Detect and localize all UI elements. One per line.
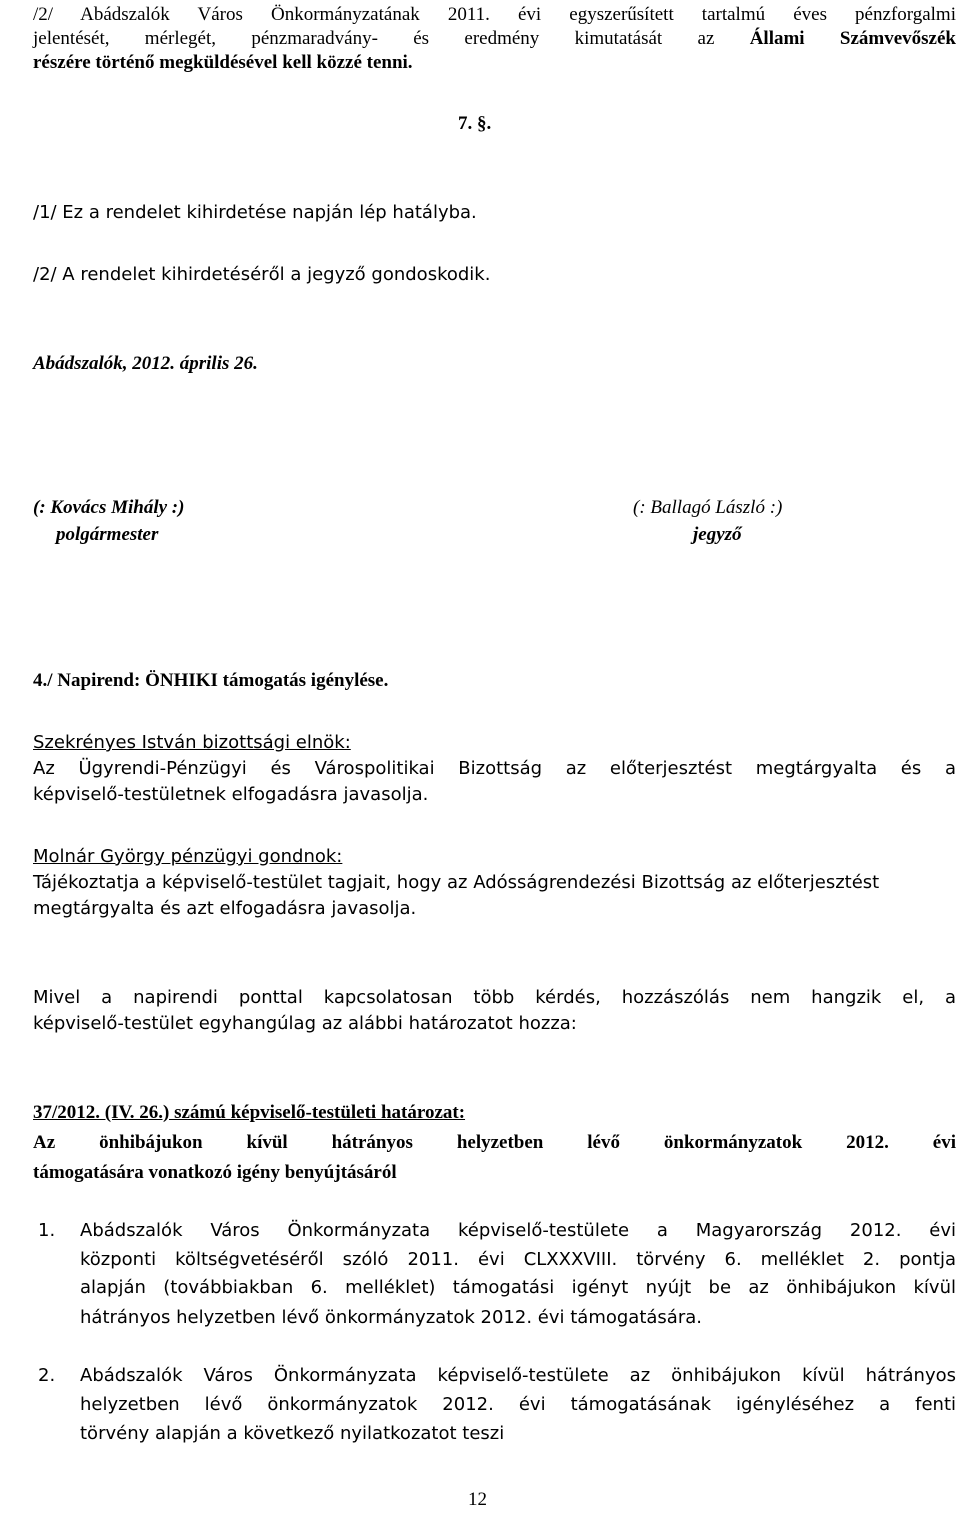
resolution-item-1-line-3: alapján (továbbiakban 6. melléklet) támogatási igényt nyújt be az önhibájukon kívül (80, 1277, 956, 1298)
page-number: 12 (468, 1489, 487, 1510)
intro-line-3: részére történő megküldésével kell közzé tenni. (33, 52, 413, 73)
section-para-1: /1/ Ez a rendelet kihirdetése napján lép hatályba. (33, 202, 477, 223)
agenda-title: 4./ Napirend: ÖNHIKI támogatás igénylése. (33, 670, 389, 691)
resolution-title-2: támogatására vonatkozó igény benyújtásáról (33, 1162, 397, 1183)
conclusion-1: Mivel a napirendi ponttal kapcsolatosan több kérdés, hozzászólás nem hangzik el, a (33, 987, 956, 1008)
resolution-item-1-num: 1. (38, 1220, 56, 1241)
section-heading: 7. §. (458, 113, 492, 134)
section-para-2: /2/ A rendelet kihirdetéséről a jegyző gondoskodik. (33, 264, 491, 285)
speaker-1-text-2: képviselő-testületnek elfogadásra javasolja. (33, 784, 429, 805)
speaker-1: Szekrényes István bizottsági elnök: (33, 732, 351, 753)
resolution-item-1-line-4: hátrányos helyzetben lévő önkormányzatok 2012. évi támogatására. (80, 1307, 702, 1328)
speaker-1-text-1: Az Ügyrendi-Pénzügyi és Várospolitikai Bizottság az előterjesztést megtárgyalta és a (33, 758, 956, 779)
resolution-item-2-line-3: törvény alapján a következő nyilatkozatot teszi (80, 1423, 505, 1444)
speaker-2: Molnár György pénzügyi gondnok: (33, 846, 343, 867)
resolution-item-1-line-2: központi költségvetéséről szóló 2011. évi CLXXXVIII. törvény 6. melléklet 2. pontja (80, 1249, 956, 1270)
signature-right-name: (: Ballagó László :) (633, 497, 783, 518)
signature-right-title: jegyző (693, 524, 742, 545)
signature-left-name: (: Kovács Mihály :) (33, 497, 185, 518)
speaker-2-text-2: megtárgyalta és azt elfogadásra javasolja. (33, 898, 417, 919)
date-place: Abádszalók, 2012. április 26. (33, 353, 258, 374)
intro-bold-asz: Állami Számvevőszék (749, 28, 956, 49)
resolution-item-2-num: 2. (38, 1365, 56, 1386)
resolution-item-1-line-1: Abádszalók Város Önkormányzata képviselő-testülete a Magyarország 2012. évi (80, 1220, 956, 1241)
conclusion-2: képviselő-testület egyhangúlag az alábbi határozatot hozza: (33, 1013, 577, 1034)
signature-left-title: polgármester (56, 524, 159, 545)
speaker-2-text-1: Tájékoztatja a képviselő-testület tagjait, hogy az Adósságrendezési Bizottság az előterjesztést (33, 872, 880, 893)
resolution-number: 37/2012. (IV. 26.) számú képviselő-testületi határozat: (33, 1102, 466, 1123)
resolution-item-2-line-1: Abádszalók Város Önkormányzata képviselő-testülete az önhibájukon kívül hátrányos (80, 1365, 956, 1386)
resolution-title-1: Az önhibájukon kívül hátrányos helyzetben lévő önkormányzatok 2012. évi (33, 1132, 956, 1153)
resolution-item-2-line-2: helyzetben lévő önkormányzatok 2012. évi támogatásának igényléséhez a fenti (80, 1394, 956, 1415)
intro-line-1: /2/ Abádszalók Város Önkormányzatának 2011. évi egyszerűsített tartalmú éves pénzforgalmi (33, 4, 956, 25)
intro-line-2: jelentését, mérlegét, pénzmaradvány- és eredmény kimutatását az Állami Számvevőszék (33, 28, 956, 49)
